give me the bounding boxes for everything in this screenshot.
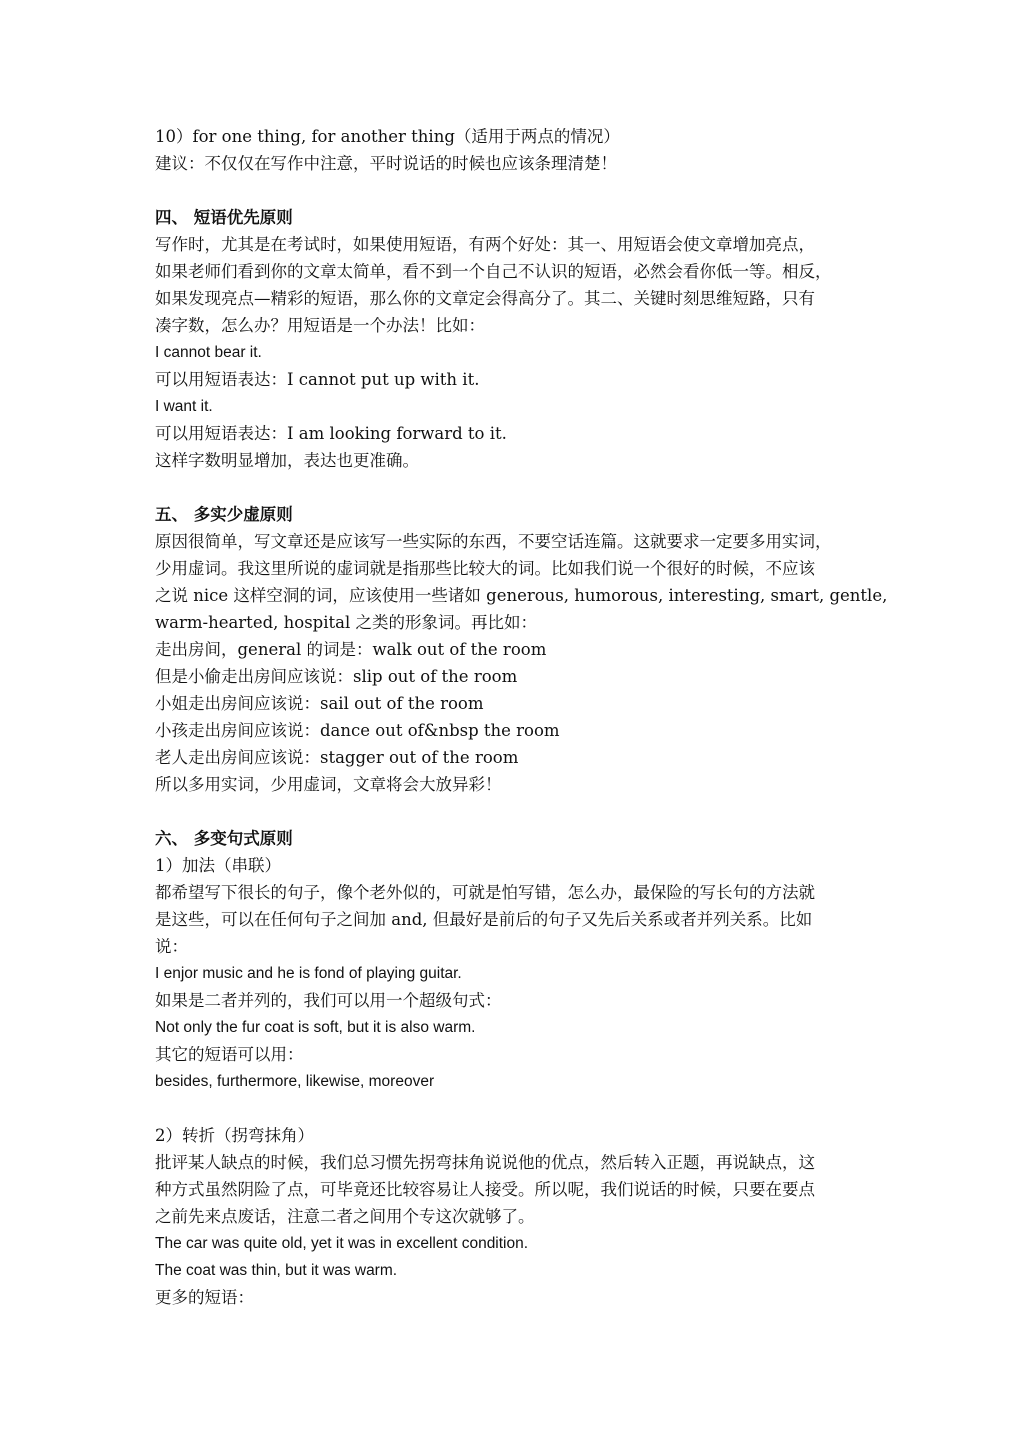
example-line: 所以多用实词，少用虚词，文章将会大放异彩！ <box>155 775 502 794</box>
spacer <box>155 1095 871 1122</box>
example-line: I want it. <box>155 398 213 415</box>
section-6-heading: 六、 多变句式原则 <box>155 829 293 848</box>
example-line: The coat was thin, but it was warm. <box>155 1262 398 1279</box>
example-line: 可以用短语表达：I am looking forward to it. <box>155 424 507 443</box>
spacer <box>155 798 871 825</box>
example-line: 如果是二者并列的，我们可以用一个超级句式： <box>155 991 502 1010</box>
paragraph-line: 写作时，尤其是在考试时，如果使用短语，有两个好处：其一、用短语会使文章增加亮点， <box>155 235 815 254</box>
subsection-title: 1）加法（串联） <box>155 856 281 875</box>
document-page <box>155 123 888 1311</box>
paragraph-line: 说： <box>155 937 188 956</box>
section-4-paragraph <box>155 231 871 339</box>
section-4-heading: 四、 短语优先原则 <box>155 208 293 227</box>
example-line: I cannot bear it. <box>155 344 262 361</box>
example-line: 其它的短语可以用： <box>155 1045 304 1064</box>
paragraph-line: 之说 nice 这样空洞的词，应该使用一些诸如 generous, humorous, interesting, smart, gentle, <box>155 586 888 605</box>
example-line: 但是小偷走出房间应该说：slip out of the room <box>155 667 518 686</box>
example-line: 老人走出房间应该说：stagger out of the room <box>155 748 519 767</box>
example-line: The car was quite old, yet it was in excellent condition. <box>155 1235 529 1252</box>
subsection-title: 2）转折（拐弯抹角） <box>155 1126 314 1145</box>
paragraph-line: warm-hearted, hospital 之类的形象词。再比如： <box>155 613 537 632</box>
example-line: 可以用短语表达：I cannot put up with it. <box>155 370 480 389</box>
example-line: Not only the fur coat is soft, but it is also warm. <box>155 1019 476 1036</box>
paragraph-line: 如果发现亮点—精彩的短语，那么你的文章定会得高分了。其二、关键时刻思维短路，只有 <box>155 289 815 308</box>
example-line: besides, furthermore, likewise, moreover <box>155 1073 435 1090</box>
paragraph-line: 原因很简单，写文章还是应该写一些实际的东西，不要空话连篇。这就要求一定要多用实词， <box>155 532 832 551</box>
paragraph-line: 之前先来点废话，注意二者之间用个专这次就够了。 <box>155 1207 535 1226</box>
paragraph-line: 批评某人缺点的时候，我们总习惯先拐弯抹角说说他的优点，然后转入正题，再说缺点，这 <box>155 1153 815 1172</box>
paragraph-line: 种方式虽然阴险了点，可毕竟还比较容易让人接受。所以呢，我们说话的时候，只要在要点 <box>155 1180 815 1199</box>
intro-line-1: 10）for one thing, for another thing（适用于两点的情况） <box>155 127 620 146</box>
spacer <box>155 474 871 501</box>
example-line: 小姐走出房间应该说：sail out of the room <box>155 694 484 713</box>
paragraph-line: 都希望写下很长的句子，像个老外似的，可就是怕写错，怎么办，最保险的写长句的方法就 <box>155 883 815 902</box>
paragraph-line: 是这些，可以在任何句子之间加 and, 但最好是前后的句子又先后关系或者并列关系。比如 <box>155 910 813 929</box>
intro-line-2: 建议：不仅仅在写作中注意，平时说话的时候也应该条理清楚！ <box>155 154 617 173</box>
paragraph-line: 少用虚词。我这里所说的虚词就是指那些比较大的词。比如我们说一个很好的时候，不应该 <box>155 559 815 578</box>
example-line: 更多的短语： <box>155 1288 254 1307</box>
spacer <box>155 177 871 204</box>
example-line: 走出房间，general 的词是：walk out of the room <box>155 640 547 659</box>
example-line: I enjor music and he is fond of playing guitar. <box>155 965 462 982</box>
subsection-2-paragraph <box>155 1149 871 1230</box>
section-5-paragraph <box>155 528 888 636</box>
section-5-heading: 五、 多实少虚原则 <box>155 505 293 524</box>
example-line: 小孩走出房间应该说：dance out of&nbsp the room <box>155 721 560 740</box>
example-line: 这样字数明显增加，表达也更准确。 <box>155 451 419 470</box>
paragraph-line: 如果老师们看到你的文章太简单，看不到一个自己不认识的短语，必然会看你低一等。相反， <box>155 262 832 281</box>
subsection-1-paragraph <box>155 879 871 960</box>
paragraph-line: 凑字数，怎么办？用短语是一个办法！比如： <box>155 316 485 335</box>
